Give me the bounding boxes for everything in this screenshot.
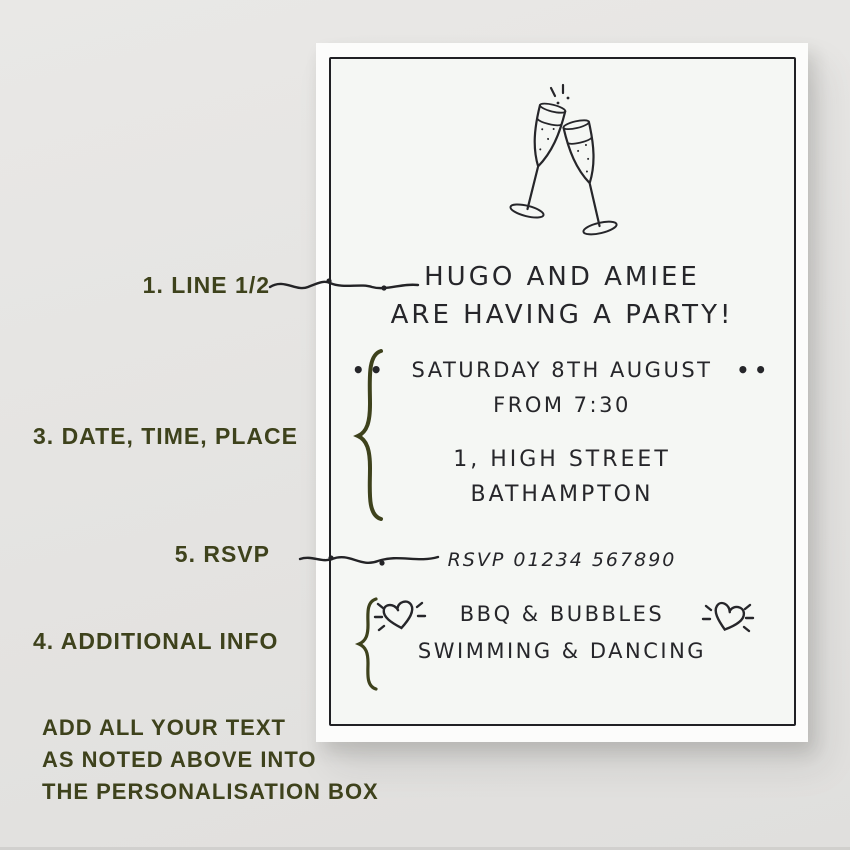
curly-brace-icon bbox=[351, 348, 385, 522]
annotation-additional-info: 4. ADDITIONAL INFO bbox=[33, 628, 279, 654]
squiggle-connector-line bbox=[268, 270, 422, 300]
heart-doodle-icon bbox=[701, 597, 755, 643]
time-line: FROM 7:30 bbox=[493, 393, 631, 417]
rsvp-line: RSVP 01234 567890 bbox=[447, 549, 677, 571]
heart-doodle-icon bbox=[373, 595, 427, 641]
names-line-2: ARE HAVING A PARTY! bbox=[390, 300, 734, 330]
instruction-line-2: AS NOTED ABOVE INTO bbox=[42, 747, 317, 772]
address-line-2: BATHAMPTON bbox=[470, 482, 654, 507]
invitation-card bbox=[316, 43, 808, 742]
champagne-glasses-icon bbox=[484, 81, 649, 241]
annotation-date-time-place: 3. DATE, TIME, PLACE bbox=[33, 423, 298, 449]
decorative-dots-left: •• bbox=[351, 358, 388, 382]
instruction-line-1: ADD ALL YOUR TEXT bbox=[42, 715, 286, 740]
date-text: SATURDAY 8TH AUGUST bbox=[411, 358, 713, 382]
squiggle-connector-line bbox=[298, 544, 442, 574]
info-line-2: SWIMMING & DANCING bbox=[417, 639, 707, 663]
decorative-dots-right: •• bbox=[736, 358, 773, 382]
info-line-1: BBQ & BUBBLES bbox=[459, 602, 665, 626]
date-line bbox=[316, 358, 808, 382]
annotation-line12: 1. LINE 1/2 bbox=[142, 272, 270, 298]
address-line-1: 1, HIGH STREET bbox=[453, 447, 671, 472]
personalisation-instruction bbox=[42, 712, 379, 808]
names-line-1: HUGO AND AMIEE bbox=[424, 262, 700, 292]
curly-brace-icon bbox=[354, 597, 380, 691]
annotation-rsvp: 5. RSVP bbox=[174, 541, 270, 567]
instruction-line-3: THE PERSONALISATION BOX bbox=[42, 779, 379, 804]
